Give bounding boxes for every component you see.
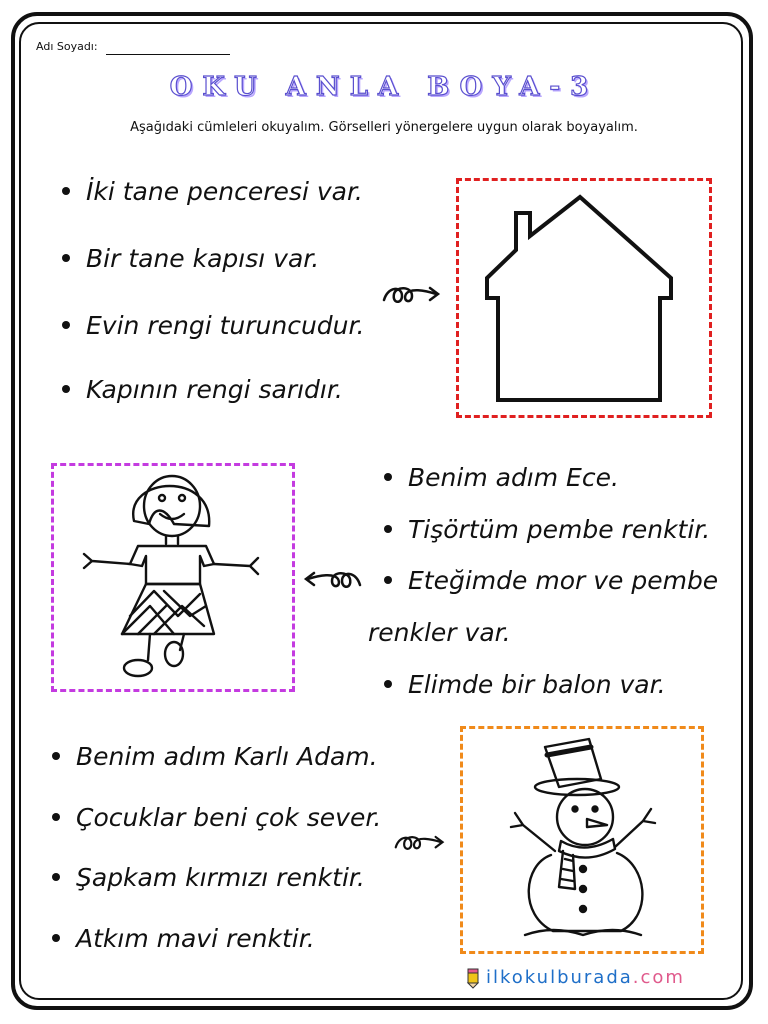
bullet-icon	[384, 576, 392, 584]
bullet-icon	[52, 873, 60, 881]
snowman-picture-box[interactable]	[460, 726, 704, 954]
bullet-icon	[62, 321, 70, 329]
bullet-icon	[384, 473, 392, 481]
girl-line-2: Tişörtüm pembe renktir.	[384, 515, 710, 544]
girl-icon	[54, 466, 292, 689]
snowman-line-3: Şapkam kırmızı renktir.	[52, 863, 365, 892]
bullet-icon	[384, 680, 392, 688]
curly-arrow-left-icon	[300, 565, 364, 595]
bullet-icon	[62, 187, 70, 195]
house-line-1: İki tane penceresi var.	[62, 177, 363, 206]
bullet-icon	[52, 934, 60, 942]
site-name: ilkokulburada	[486, 967, 633, 988]
bullet-icon	[62, 385, 70, 393]
girl-line-3: Eteğimde mor ve pembe	[384, 566, 718, 595]
girl-line-1: Benim adım Ece.	[384, 463, 619, 492]
site-tld: .com	[632, 967, 685, 988]
bullet-icon	[52, 813, 60, 821]
girl-picture-box[interactable]	[51, 463, 295, 692]
instructions: Aşağıdaki cümleleri okuyalım. Görselleri yönergelere uygun olarak boyayalım.	[130, 120, 638, 135]
bullet-icon	[384, 525, 392, 533]
site-footer[interactable]	[466, 967, 685, 989]
snowman-line-2: Çocuklar beni çok sever.	[52, 803, 381, 832]
girl-line-4: renkler var.	[368, 618, 511, 647]
house-icon	[459, 181, 709, 415]
bullet-icon	[62, 254, 70, 262]
page-title: OKU ANLA BOYA-3	[169, 72, 599, 102]
bullet-icon	[52, 752, 60, 760]
name-label: Adı Soyadı:	[36, 40, 98, 53]
curly-arrow-right-icon	[392, 830, 448, 856]
name-field-line[interactable]	[106, 54, 230, 55]
house-picture-box[interactable]	[456, 178, 712, 418]
pencil-icon	[466, 967, 480, 989]
house-line-4: Kapının rengi sarıdır.	[62, 375, 343, 404]
curly-arrow-right-icon	[380, 280, 444, 310]
house-line-2: Bir tane kapısı var.	[62, 244, 319, 273]
house-line-3: Evin rengi turuncudur.	[62, 311, 364, 340]
girl-line-5: Elimde bir balon var.	[384, 670, 666, 699]
snowman-line-4: Atkım mavi renktir.	[52, 924, 315, 953]
snowman-line-1: Benim adım Karlı Adam.	[52, 742, 378, 771]
snowman-icon	[463, 729, 701, 951]
